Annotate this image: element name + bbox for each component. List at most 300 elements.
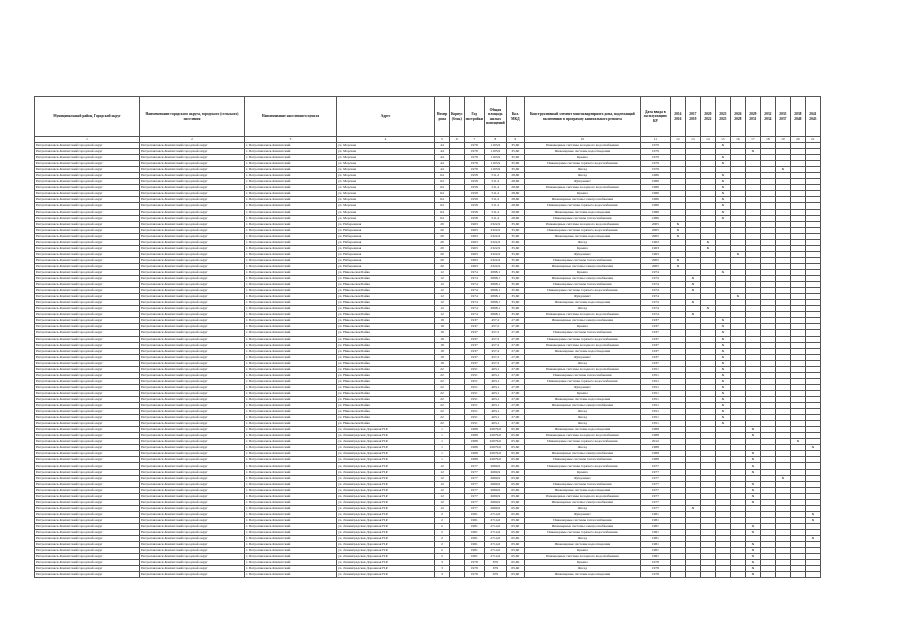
mkd-cell: 65,60 [506, 445, 524, 451]
settlement-cell: Петропавловск-Камчатский городской округ [140, 330, 245, 336]
year-cell: 1951 [464, 421, 484, 427]
period-mark: Х [745, 463, 760, 469]
house-cell: 2 [435, 530, 450, 536]
element-cell: Инженерные системы теплоснабжения [524, 330, 640, 336]
area-cell: 22679,6 [484, 427, 506, 433]
year-cell: 1951 [464, 409, 484, 415]
header-cell: 2029 2031 [745, 97, 760, 137]
mun-cell: Петропавловск-Камчатский городской округ [35, 433, 140, 439]
period-mark: Х [670, 221, 685, 227]
street-cell: ул. Набережная [337, 263, 435, 269]
house-cell: 64 [435, 197, 450, 203]
settlement-cell: Петропавловск-Камчатский городской округ [140, 542, 245, 548]
street-cell: ул. Никольская Байка [337, 378, 435, 384]
period-mark: Х [730, 294, 745, 300]
element-cell: Фасад [524, 360, 640, 366]
period-mark: Х [715, 415, 730, 421]
header-cell: Корпус (блок) [450, 97, 465, 137]
period-mark: Х [685, 505, 700, 511]
year-cell: 1937 [464, 318, 484, 324]
house-cell: 22 [435, 396, 450, 402]
mkd-cell: 27,00 [506, 366, 524, 372]
mun-cell: Петропавловск-Камчатский городской округ [35, 167, 140, 173]
area-cell: 22679,6 [484, 433, 506, 439]
street-cell: ул. Морская [337, 209, 435, 215]
settlement-cell: Петропавловск-Камчатский городской округ [140, 294, 245, 300]
mun-cell: Петропавловск-Камчатский городской округ [35, 288, 140, 294]
street-cell: ул. Ленинградская Дорожная Н.Р. [337, 451, 435, 457]
house-cell: 64 [435, 209, 450, 215]
settlement-cell: Петропавловск-Камчатский городской округ [140, 197, 245, 203]
street-cell: ул. Никольская Байка [337, 312, 435, 318]
house-cell: 3 [435, 572, 450, 578]
date-cell: 1981 [640, 548, 670, 554]
street-cell: ул. Никольская Байка [337, 300, 435, 306]
settlement-cell: Петропавловск-Камчатский городской округ [140, 354, 245, 360]
period-mark: Х [715, 396, 730, 402]
header-cell: 2026 2028 [730, 97, 745, 137]
locality-cell: г. Петропавловск-Камчатский [245, 263, 337, 269]
settlement-cell: Петропавловск-Камчатский городской округ [140, 269, 245, 275]
period-mark: Х [790, 439, 805, 445]
area-cell: 2714,6 [484, 554, 506, 560]
date-cell: 1986 [640, 197, 670, 203]
settlement-cell: Петропавловск-Камчатский городской округ [140, 390, 245, 396]
date-cell: 1977 [640, 475, 670, 481]
area-cell: 457,2 [484, 330, 506, 336]
year-cell: 1981 [464, 530, 484, 536]
mun-cell: Петропавловск-Камчатский городской округ [35, 239, 140, 245]
year-cell: 1963 [464, 233, 484, 239]
settlement-cell: Петропавловск-Камчатский городской округ [140, 161, 245, 167]
area-cell: 457,2 [484, 336, 506, 342]
year-cell: 1963 [464, 263, 484, 269]
year-cell: 1978 [464, 149, 484, 155]
mkd-cell: 27,00 [506, 372, 524, 378]
area-cell: 403,1 [484, 378, 506, 384]
date-cell: 2005 [640, 227, 670, 233]
street-cell: ул. Никольская Байка [337, 390, 435, 396]
period-mark: Х [745, 542, 760, 548]
area-cell: 457,2 [484, 324, 506, 330]
period-mark: Х [715, 384, 730, 390]
area-cell: 403,1 [484, 421, 506, 427]
mun-cell: Петропавловск-Камчатский городской округ [35, 324, 140, 330]
element-cell: Фасад [524, 409, 640, 415]
locality-cell: г. Петропавловск-Камчатский [245, 288, 337, 294]
house-cell: 44 [435, 143, 450, 149]
mkd-cell: 65,60 [506, 530, 524, 536]
header-cell: Общая площадь жилых помещений [484, 97, 506, 137]
settlement-cell: Петропавловск-Камчатский городской округ [140, 499, 245, 505]
house-cell: 12 [435, 469, 450, 475]
locality-cell: г. Петропавловск-Камчатский [245, 276, 337, 282]
year-cell: 1981 [464, 536, 484, 542]
mkd-cell: 65,60 [506, 536, 524, 542]
street-cell: ул. Никольская Байка [337, 342, 435, 348]
mun-cell: Петропавловск-Камчатский городской округ [35, 469, 140, 475]
settlement-cell: Петропавловск-Камчатский городской округ [140, 251, 245, 257]
settlement-cell: Петропавловск-Камчатский городской округ [140, 239, 245, 245]
locality-cell: г. Петропавловск-Камчатский [245, 433, 337, 439]
mun-cell: Петропавловск-Камчатский городской округ [35, 523, 140, 529]
period-mark: Х [715, 179, 730, 185]
year-cell: 1937 [464, 348, 484, 354]
house-cell: 64 [435, 203, 450, 209]
year-cell: 1988 [464, 427, 484, 433]
mun-cell: Петропавловск-Камчатский городской округ [35, 300, 140, 306]
mkd-cell: 35,60 [506, 155, 524, 161]
date-cell: 1979 [640, 161, 670, 167]
date-cell: 1986 [640, 209, 670, 215]
house-cell: 20 [435, 233, 450, 239]
element-cell: Крыша [524, 390, 640, 396]
year-cell: 1988 [464, 439, 484, 445]
column-number-cell: 10 [524, 137, 640, 143]
mkd-cell: 65,60 [506, 560, 524, 566]
mun-cell: Петропавловск-Камчатский городской округ [35, 173, 140, 179]
mkd-cell: 65,60 [506, 523, 524, 529]
street-cell: ул. Ленинградская Дорожная Н.Р. [337, 511, 435, 517]
date-cell: 1988 [640, 433, 670, 439]
element-cell: Фундамент [524, 179, 640, 185]
settlement-cell: Петропавловск-Камчатский городской округ [140, 318, 245, 324]
area-cell: 2714,6 [484, 536, 506, 542]
element-cell: Крыша [524, 155, 640, 161]
area-cell: 2669,9 [484, 463, 506, 469]
date-cell: 1981 [640, 517, 670, 523]
street-cell: ул. Ленинградская Дорожная Н.Р. [337, 554, 435, 560]
mkd-cell: 28,60 [506, 215, 524, 221]
area-cell: 457,2 [484, 318, 506, 324]
period-mark: Х [715, 348, 730, 354]
mun-cell: Петропавловск-Камчатский городской округ [35, 475, 140, 481]
locality-cell: г. Петропавловск-Камчатский [245, 215, 337, 221]
mkd-cell: 27,00 [506, 378, 524, 384]
element-cell: Инженерные системы электроснабжения [524, 197, 640, 203]
year-cell: 1974 [464, 288, 484, 294]
period-mark: Х [715, 330, 730, 336]
element-cell: Крыша [524, 245, 640, 251]
mkd-cell: 27,00 [506, 360, 524, 366]
year-cell: 1981 [464, 542, 484, 548]
year-cell: 1951 [464, 384, 484, 390]
locality-cell: г. Петропавловск-Камчатский [245, 421, 337, 427]
header-row [35, 97, 821, 137]
street-cell: ул. Ленинградская Дорожная Н.Р. [337, 505, 435, 511]
year-cell: 1937 [464, 342, 484, 348]
period-mark: Х [715, 318, 730, 324]
locality-cell: г. Петропавловск-Камчатский [245, 233, 337, 239]
element-cell: Инженерные системы теплоснабжения [524, 517, 640, 523]
date-cell: 1963 [640, 251, 670, 257]
street-cell: ул. Ленинградская Дорожная Н.Р. [337, 457, 435, 463]
period-mark: Х [715, 354, 730, 360]
element-cell: Инженерные системы водоотведения [524, 487, 640, 493]
year-cell: 1981 [464, 554, 484, 560]
date-cell: 1951 [640, 421, 670, 427]
period-mark: Х [715, 173, 730, 179]
date-cell: 1981 [640, 542, 670, 548]
year-cell: 1978 [464, 572, 484, 578]
mkd-cell: 28,60 [506, 209, 524, 215]
locality-cell: г. Петропавловск-Камчатский [245, 245, 337, 251]
mun-cell: Петропавловск-Камчатский городской округ [35, 548, 140, 554]
element-cell: Инженерные системы теплоснабжения [524, 257, 640, 263]
street-cell: ул. Морская [337, 179, 435, 185]
date-cell: 1977 [640, 499, 670, 505]
year-cell: 1981 [464, 517, 484, 523]
street-cell: ул. Ленинградская Дорожная Н.Р. [337, 517, 435, 523]
area-cell: 511,2 [484, 215, 506, 221]
street-cell: ул. Набережная [337, 221, 435, 227]
period-mark: Х [730, 251, 745, 257]
street-cell: ул. Ленинградская Дорожная Н.Р. [337, 475, 435, 481]
street-cell: ул. Морская [337, 149, 435, 155]
year-cell: 1963 [464, 245, 484, 251]
house-cell: 18 [435, 330, 450, 336]
locality-cell: г. Петропавловск-Камчатский [245, 511, 337, 517]
date-cell: 1977 [640, 463, 670, 469]
column-number-cell: 20 [790, 137, 805, 143]
house-cell: 1 [435, 439, 450, 445]
period-mark: Х [715, 378, 730, 384]
year-cell: 1937 [464, 354, 484, 360]
period-mark: Х [715, 197, 730, 203]
house-cell: 20 [435, 221, 450, 227]
mkd-cell: 65,60 [506, 493, 524, 499]
column-number-cell: 18 [760, 137, 775, 143]
house-cell: 1 [435, 457, 450, 463]
locality-cell: г. Петропавловск-Камчатский [245, 415, 337, 421]
mun-cell: Петропавловск-Камчатский городской округ [35, 439, 140, 445]
locality-cell: г. Петропавловск-Камчатский [245, 161, 337, 167]
area-cell: 457,2 [484, 342, 506, 348]
street-cell: ул. Никольская Байка [337, 372, 435, 378]
date-cell: 1951 [640, 415, 670, 421]
settlement-cell: Петропавловск-Камчатский городской округ [140, 209, 245, 215]
element-cell: Инженерные системы теплоснабжения [524, 372, 640, 378]
locality-cell: г. Петропавловск-Камчатский [245, 445, 337, 451]
mkd-cell: 35,60 [506, 269, 524, 275]
street-cell: ул. Морская [337, 185, 435, 191]
element-cell: Инженерные системы холодного водоснабжения [524, 221, 640, 227]
house-cell: 12 [435, 300, 450, 306]
period-mark: Х [715, 215, 730, 221]
area-cell: 403,1 [484, 390, 506, 396]
house-cell: 1 [435, 427, 450, 433]
locality-cell: г. Петропавловск-Камчатский [245, 191, 337, 197]
mkd-cell: 65,60 [506, 517, 524, 523]
element-cell: Инженерные системы водоотведения [524, 233, 640, 239]
period-mark: Х [700, 306, 715, 312]
settlement-cell: Петропавловск-Камчатский городской округ [140, 167, 245, 173]
date-cell: 1986 [640, 185, 670, 191]
year-cell: 1977 [464, 463, 484, 469]
mkd-cell: 65,60 [506, 481, 524, 487]
element-cell: Инженерные системы электроснабжения [524, 499, 640, 505]
element-cell: Фасад [524, 306, 640, 312]
mkd-cell: 35,60 [506, 300, 524, 306]
locality-cell: г. Петропавловск-Камчатский [245, 439, 337, 445]
area-cell: 2669,9 [484, 499, 506, 505]
element-cell: Инженерные системы теплоснабжения [524, 481, 640, 487]
house-cell: 18 [435, 354, 450, 360]
house-cell: 2 [435, 536, 450, 542]
date-cell: 1981 [640, 536, 670, 542]
settlement-cell: Петропавловск-Камчатский городской округ [140, 360, 245, 366]
mkd-cell: 35,60 [506, 288, 524, 294]
area-cell: 2322,9 [484, 251, 506, 257]
year-cell: 1981 [464, 548, 484, 554]
locality-cell: г. Петропавловск-Камчатский [245, 409, 337, 415]
house-cell: 2 [435, 517, 450, 523]
street-cell: ул. Набережная [337, 251, 435, 257]
settlement-cell: Петропавловск-Камчатский городской округ [140, 463, 245, 469]
period-mark: Х [745, 566, 760, 572]
area-cell: 2322,9 [484, 233, 506, 239]
year-cell: 1974 [464, 276, 484, 282]
settlement-cell: Петропавловск-Камчатский городской округ [140, 505, 245, 511]
house-cell: 64 [435, 179, 450, 185]
mun-cell: Петропавловск-Камчатский городской округ [35, 499, 140, 505]
mkd-cell: 65,60 [506, 511, 524, 517]
capital-repair-sheet [34, 96, 821, 578]
house-cell: 2 [435, 523, 450, 529]
street-cell: ул. Ленинградская Дорожная Н.Р. [337, 427, 435, 433]
column-number-cell: 5 [435, 137, 450, 143]
element-cell: Фасад [524, 421, 640, 427]
period-cell [685, 572, 700, 578]
element-cell: Инженерные системы холодного водоснабжения [524, 554, 640, 560]
settlement-cell: Петропавловск-Камчатский городской округ [140, 481, 245, 487]
area-cell: 1103,9 [484, 167, 506, 173]
locality-cell: г. Петропавловск-Камчатский [245, 390, 337, 396]
period-mark: Х [745, 560, 760, 566]
area-cell: 2714,6 [484, 523, 506, 529]
mkd-cell: 35,60 [506, 306, 524, 312]
mun-cell: Петропавловск-Камчатский городской округ [35, 197, 140, 203]
house-cell: 20 [435, 257, 450, 263]
element-cell: Инженерные системы холодного водоснабжения [524, 342, 640, 348]
mun-cell: Петропавловск-Камчатский городской округ [35, 572, 140, 578]
street-cell: ул. Морская [337, 197, 435, 203]
mkd-cell: 65,60 [506, 566, 524, 572]
element-cell: Инженерные системы теплоснабжения [524, 215, 640, 221]
mun-cell: Петропавловск-Камчатский городской округ [35, 251, 140, 257]
street-cell: ул. Ленинградская Дорожная Н.Р. [337, 572, 435, 578]
date-cell: 1978 [640, 572, 670, 578]
year-cell: 1988 [464, 433, 484, 439]
date-cell: 1951 [640, 396, 670, 402]
year-cell: 1958 [464, 179, 484, 185]
street-cell: ул. Никольская Байка [337, 396, 435, 402]
mkd-cell: 35,60 [506, 251, 524, 257]
settlement-cell: Петропавловск-Камчатский городской округ [140, 415, 245, 421]
period-cell [670, 572, 685, 578]
year-cell: 1937 [464, 330, 484, 336]
date-cell: 2012 [640, 439, 670, 445]
element-cell: Фасад [524, 239, 640, 245]
street-cell: ул. Никольская Байка [337, 294, 435, 300]
locality-cell: г. Петропавловск-Камчатский [245, 294, 337, 300]
mun-cell: Петропавловск-Камчатский городской округ [35, 191, 140, 197]
street-cell: ул. Никольская Байка [337, 306, 435, 312]
mkd-cell: 28,60 [506, 191, 524, 197]
mun-cell: Петропавловск-Камчатский городской округ [35, 143, 140, 149]
area-cell: 2669,9 [484, 505, 506, 511]
area-cell: 2322,9 [484, 239, 506, 245]
settlement-cell: Петропавловск-Камчатский городской округ [140, 312, 245, 318]
house-cell: 18 [435, 360, 450, 366]
mkd-cell: 27,00 [506, 348, 524, 354]
mun-cell: Петропавловск-Камчатский городской округ [35, 415, 140, 421]
period-mark: Х [685, 288, 700, 294]
date-cell: 1974 [640, 276, 670, 282]
street-cell: ул. Ленинградская Дорожная Н.Р. [337, 481, 435, 487]
date-cell: 2005 [640, 233, 670, 239]
house-cell: 18 [435, 348, 450, 354]
repair-program-table [34, 96, 821, 578]
element-cell: Инженерные системы водоотведения [524, 572, 640, 578]
street-cell: ул. Набережная [337, 245, 435, 251]
element-cell: Фундамент [524, 384, 640, 390]
street-cell: ул. Набережная [337, 239, 435, 245]
element-cell: Инженерные системы водоотведения [524, 396, 640, 402]
street-cell: ул. Никольская Байка [337, 336, 435, 342]
mkd-cell: 27,00 [506, 354, 524, 360]
year-cell: 1977 [464, 487, 484, 493]
settlement-cell: Петропавловск-Камчатский городской округ [140, 566, 245, 572]
street-cell: ул. Ленинградская Дорожная Н.Р. [337, 445, 435, 451]
period-mark: Х [715, 191, 730, 197]
mun-cell: Петропавловск-Камчатский городской округ [35, 318, 140, 324]
mkd-cell: 35,60 [506, 227, 524, 233]
locality-cell: г. Петропавловск-Камчатский [245, 487, 337, 493]
settlement-cell: Петропавловск-Камчатский городской округ [140, 245, 245, 251]
locality-cell: г. Петропавловск-Камчатский [245, 239, 337, 245]
settlement-cell: Петропавловск-Камчатский городской округ [140, 276, 245, 282]
house-cell: 1 [435, 445, 450, 451]
settlement-cell: Петропавловск-Камчатский городской округ [140, 149, 245, 155]
element-cell: Инженерные системы водоотведения [524, 542, 640, 548]
header-cell: 2041 2043 [805, 97, 820, 137]
mun-cell: Петропавловск-Камчатский городской округ [35, 517, 140, 523]
mun-cell: Петропавловск-Камчатский городской округ [35, 560, 140, 566]
house-cell: 64 [435, 215, 450, 221]
street-cell: ул. Никольская Байка [337, 282, 435, 288]
date-cell: 1977 [640, 481, 670, 487]
date-cell: 1937 [640, 348, 670, 354]
year-cell: 1951 [464, 396, 484, 402]
settlement-cell: Петропавловск-Камчатский городской округ [140, 372, 245, 378]
period-mark: Х [805, 517, 820, 523]
mun-cell: Петропавловск-Камчатский городской округ [35, 149, 140, 155]
settlement-cell: Петропавловск-Камчатский городской округ [140, 421, 245, 427]
area-cell: 457,2 [484, 348, 506, 354]
house-cell: 44 [435, 161, 450, 167]
mun-cell: Петропавловск-Камчатский городской округ [35, 384, 140, 390]
locality-cell: г. Петропавловск-Камчатский [245, 354, 337, 360]
area-cell: 2669,9 [484, 475, 506, 481]
date-cell: 1988 [640, 457, 670, 463]
locality-cell: г. Петропавловск-Камчатский [245, 318, 337, 324]
header-cell: Наименование городского округа, городского (сельского) поселения [140, 97, 245, 137]
area-cell: 403,1 [484, 366, 506, 372]
date-cell: 1986 [640, 203, 670, 209]
mkd-cell: 27,00 [506, 396, 524, 402]
house-cell: 22 [435, 384, 450, 390]
